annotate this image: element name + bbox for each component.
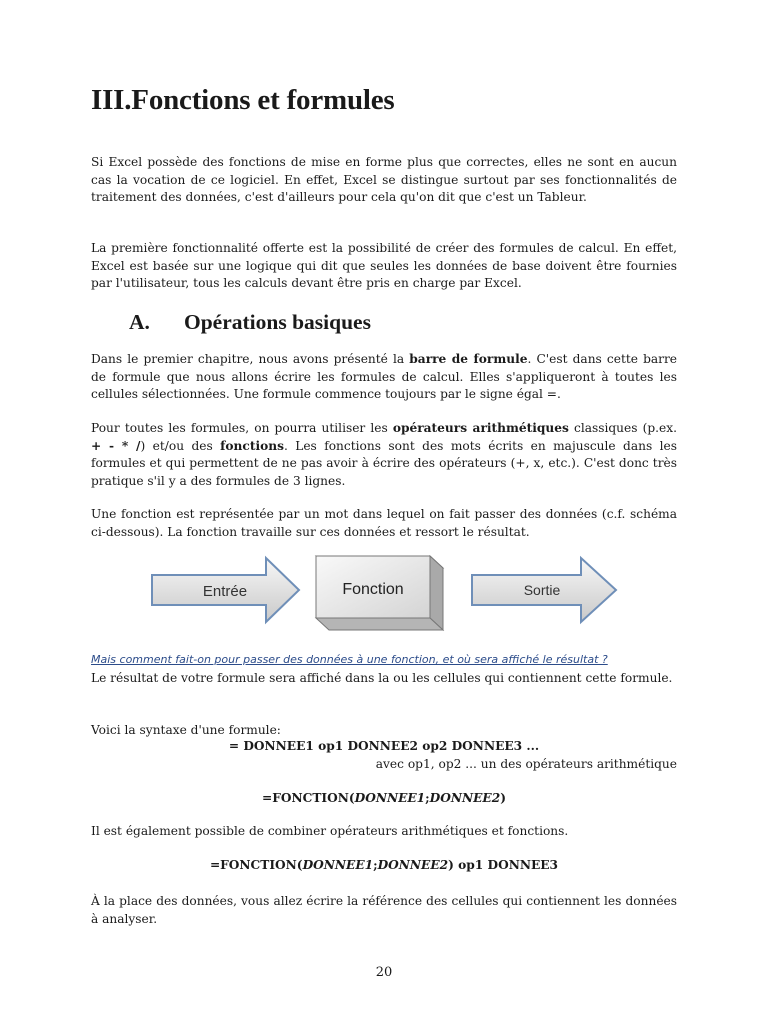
bold-operators-list: + - * / [91,438,141,453]
formula-arg: DONNEE1 [302,858,374,872]
text-run: ) [500,791,506,805]
input-label: Entrée [202,583,248,600]
intro-paragraph-2: La première fonctionnalité offerte est la possibilité de créer des formules de calcul. En effet, Excel est basée sur une logique qui dit que seules les données de base doivent être fournies par l'utilisateur, tous les calculs devant être pris en charge par Excel. [91,241,677,290]
function-label: Fonction [342,581,404,598]
function-diagram [150,552,620,632]
formula-operators: = DONNEE1 op1 DONNEE2 op2 DONNEE3 ... [228,739,540,753]
section-heading [129,310,371,335]
paragraph-cell-references: À la place des données, vous allez écrire la référence des cellules qui contiennent les données à analyser. [91,894,677,926]
function-box-side [430,556,443,630]
text-run: =FONCTION( [262,791,355,805]
text-run: Dans le premier chapitre, nous avons présenté la [91,352,410,366]
question-caption: Mais comment fait-on pour passer des données à une fonction, et où sera affiché le résultat ? [91,653,608,666]
paragraph-formula-bar [91,351,677,404]
text-run: Pour toutes les formules, on pourra utiliser les [91,421,393,435]
syntax-intro: Voici la syntaxe d'une formule: [91,723,281,737]
formula-arg: DONNEE1 [354,791,426,805]
bold-term-functions: fonctions [220,438,284,453]
intro-paragraph-1: Si Excel possède des fonctions de mise en forme plus que correctes, elles ne sont en aucun cas la vocation de ce logiciel. En effet, Excel se distingue surtout par ses fonctionnalités de traitement des données, c'est d'ailleurs pour cela qu'on dit que c'est un Tableur. [91,155,677,204]
text-run: classiques (p.ex. [568,421,677,435]
text-run: . Les fonctions sont des mots écrits en majuscule dans les formules et qui permettent de ne pas avoir à écrire des opérateurs (+, x, etc.). C'est donc très pratique s'il y a des formules de 3 lignes. [91,438,677,488]
text-run: =FONCTION( [209,858,303,872]
output-label: Sortie [523,582,561,598]
section-number: A. [129,310,150,334]
formula-function [91,791,677,805]
page-title: III.Fonctions et formules [91,84,395,116]
paragraph-function-definition: Une fonction est représentée par un mot dans lequel on fait passer des données (c.f. schéma ci-dessous). La fonction travaille sur ces données et ressort le résultat. [91,507,677,539]
paragraph-combine: Il est également possible de combiner opérateurs arithmétiques et fonctions. [91,824,569,838]
paragraph-result: Le résultat de votre formule sera affiché dans la ou les cellules qui contiennent cette formule. [91,671,673,685]
text-run: ) et/ou des [140,438,221,453]
page-number: 20 [375,965,393,980]
formula-arg: DONNEE2 [377,858,449,872]
formula-combined [91,858,677,872]
text-run: . C'est dans cette barre de formule que nous allons écrire les formules de calcul. Elles s'appliqueront à toutes les cellules sélectionnées. Une formule commence toujours par le signe égal =. [91,352,678,401]
text-run: ; [373,858,378,872]
formula-operators-note: avec op1, op2 ... un des opérateurs arithmétique [375,757,677,771]
text-run: ) op1 DONNEE3 [448,858,559,872]
section-title: Opérations basiques [184,310,371,334]
paragraph-operators [91,420,677,490]
function-box-bottom [316,618,443,630]
bold-term-formula-bar: barre de formule [409,352,528,366]
text-run: ; [425,791,430,805]
formula-arg: DONNEE2 [429,791,501,805]
bold-term-operators: opérateurs arithmétiques [392,421,569,435]
